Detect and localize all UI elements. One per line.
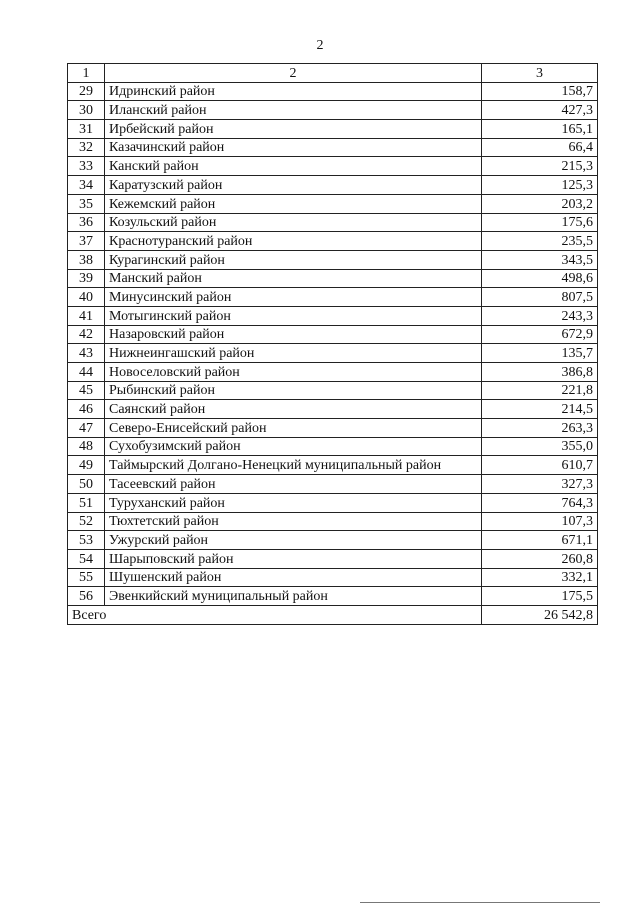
row-number: 52 — [68, 512, 105, 531]
table-row — [68, 157, 598, 176]
amount-value: 355,0 — [482, 437, 598, 456]
district-name: Казачинский район — [105, 138, 482, 157]
amount-value: 671,1 — [482, 531, 598, 550]
district-name: Таймырский Долгано-Ненецкий муниципальный район — [105, 456, 482, 475]
table-row — [68, 194, 598, 213]
column-header-name: 2 — [105, 64, 482, 83]
table-row — [68, 587, 598, 606]
amount-value: 175,6 — [482, 213, 598, 232]
row-number: 56 — [68, 587, 105, 606]
table-row — [68, 176, 598, 195]
district-name: Эвенкийский муниципальный район — [105, 587, 482, 606]
table-row — [68, 269, 598, 288]
column-header-value: 3 — [482, 64, 598, 83]
amount-value: 66,4 — [482, 138, 598, 157]
amount-value: 215,3 — [482, 157, 598, 176]
row-number: 51 — [68, 493, 105, 512]
table-row — [68, 512, 598, 531]
total-row — [68, 605, 598, 624]
district-name: Тасеевский район — [105, 475, 482, 494]
district-name: Нижнеингашский район — [105, 344, 482, 363]
amount-value: 427,3 — [482, 101, 598, 120]
amount-value: 498,6 — [482, 269, 598, 288]
table-row — [68, 363, 598, 382]
district-name: Туруханский район — [105, 493, 482, 512]
district-name: Тюхтетский район — [105, 512, 482, 531]
table-row — [68, 232, 598, 251]
district-name: Краснотуранский район — [105, 232, 482, 251]
district-name: Курагинский район — [105, 250, 482, 269]
table-row — [68, 531, 598, 550]
amount-value: 175,5 — [482, 587, 598, 606]
amount-value: 135,7 — [482, 344, 598, 363]
table-row — [68, 475, 598, 494]
row-number: 49 — [68, 456, 105, 475]
district-name: Канский район — [105, 157, 482, 176]
district-name: Северо-Енисейский район — [105, 419, 482, 438]
row-number: 35 — [68, 194, 105, 213]
row-number: 33 — [68, 157, 105, 176]
district-name: Саянский район — [105, 400, 482, 419]
table-row — [68, 400, 598, 419]
amount-value: 221,8 — [482, 381, 598, 400]
district-name: Козульский район — [105, 213, 482, 232]
page-number: 2 — [316, 38, 324, 53]
amount-value: 332,1 — [482, 568, 598, 587]
amount-value: 764,3 — [482, 493, 598, 512]
amount-value: 125,3 — [482, 176, 598, 195]
amount-value: 165,1 — [482, 120, 598, 139]
district-name: Минусинский район — [105, 288, 482, 307]
row-number: 47 — [68, 419, 105, 438]
row-number: 38 — [68, 250, 105, 269]
row-number: 46 — [68, 400, 105, 419]
amount-value: 235,5 — [482, 232, 598, 251]
table-row — [68, 344, 598, 363]
total-label: Всего — [68, 605, 482, 624]
amount-value: 260,8 — [482, 549, 598, 568]
amount-value: 243,3 — [482, 306, 598, 325]
table-row — [68, 456, 598, 475]
row-number: 31 — [68, 120, 105, 139]
amount-value: 386,8 — [482, 363, 598, 382]
data-table — [67, 63, 598, 625]
row-number: 39 — [68, 269, 105, 288]
row-number: 48 — [68, 437, 105, 456]
footer-line — [360, 902, 600, 903]
table-row — [68, 437, 598, 456]
amount-value: 610,7 — [482, 456, 598, 475]
table-row — [68, 101, 598, 120]
table-row — [68, 82, 598, 101]
district-name: Сухобузимский район — [105, 437, 482, 456]
district-name: Идринский район — [105, 82, 482, 101]
row-number: 55 — [68, 568, 105, 587]
table-row — [68, 493, 598, 512]
district-name: Рыбинский район — [105, 381, 482, 400]
row-number: 41 — [68, 306, 105, 325]
row-number: 36 — [68, 213, 105, 232]
column-header-number: 1 — [68, 64, 105, 83]
row-number: 42 — [68, 325, 105, 344]
table-row — [68, 288, 598, 307]
amount-value: 807,5 — [482, 288, 598, 307]
row-number: 50 — [68, 475, 105, 494]
district-name: Ужурский район — [105, 531, 482, 550]
amount-value: 327,3 — [482, 475, 598, 494]
district-name: Мотыгинский район — [105, 306, 482, 325]
row-number: 54 — [68, 549, 105, 568]
total-value: 26 542,8 — [482, 605, 598, 624]
district-name: Каратузский район — [105, 176, 482, 195]
row-number: 29 — [68, 82, 105, 101]
table-row — [68, 325, 598, 344]
table-row — [68, 381, 598, 400]
district-name: Кежемский район — [105, 194, 482, 213]
district-name: Иланский район — [105, 101, 482, 120]
amount-value: 158,7 — [482, 82, 598, 101]
row-number: 34 — [68, 176, 105, 195]
table-row — [68, 120, 598, 139]
amount-value: 107,3 — [482, 512, 598, 531]
row-number: 40 — [68, 288, 105, 307]
table-row — [68, 419, 598, 438]
district-name: Новоселовский район — [105, 363, 482, 382]
district-name: Шушенский район — [105, 568, 482, 587]
row-number: 45 — [68, 381, 105, 400]
table-row — [68, 138, 598, 157]
row-number: 53 — [68, 531, 105, 550]
table-row — [68, 213, 598, 232]
row-number: 32 — [68, 138, 105, 157]
amount-value: 214,5 — [482, 400, 598, 419]
table-row — [68, 250, 598, 269]
table-row — [68, 549, 598, 568]
amount-value: 263,3 — [482, 419, 598, 438]
amount-value: 343,5 — [482, 250, 598, 269]
district-name: Назаровский район — [105, 325, 482, 344]
district-name: Манский район — [105, 269, 482, 288]
district-name: Ирбейский район — [105, 120, 482, 139]
table-row — [68, 568, 598, 587]
district-name: Шарыповский район — [105, 549, 482, 568]
row-number: 43 — [68, 344, 105, 363]
table-header-row — [68, 64, 598, 83]
amount-value: 672,9 — [482, 325, 598, 344]
row-number: 44 — [68, 363, 105, 382]
amount-value: 203,2 — [482, 194, 598, 213]
row-number: 37 — [68, 232, 105, 251]
table-body — [68, 64, 598, 625]
row-number: 30 — [68, 101, 105, 120]
table-row — [68, 306, 598, 325]
